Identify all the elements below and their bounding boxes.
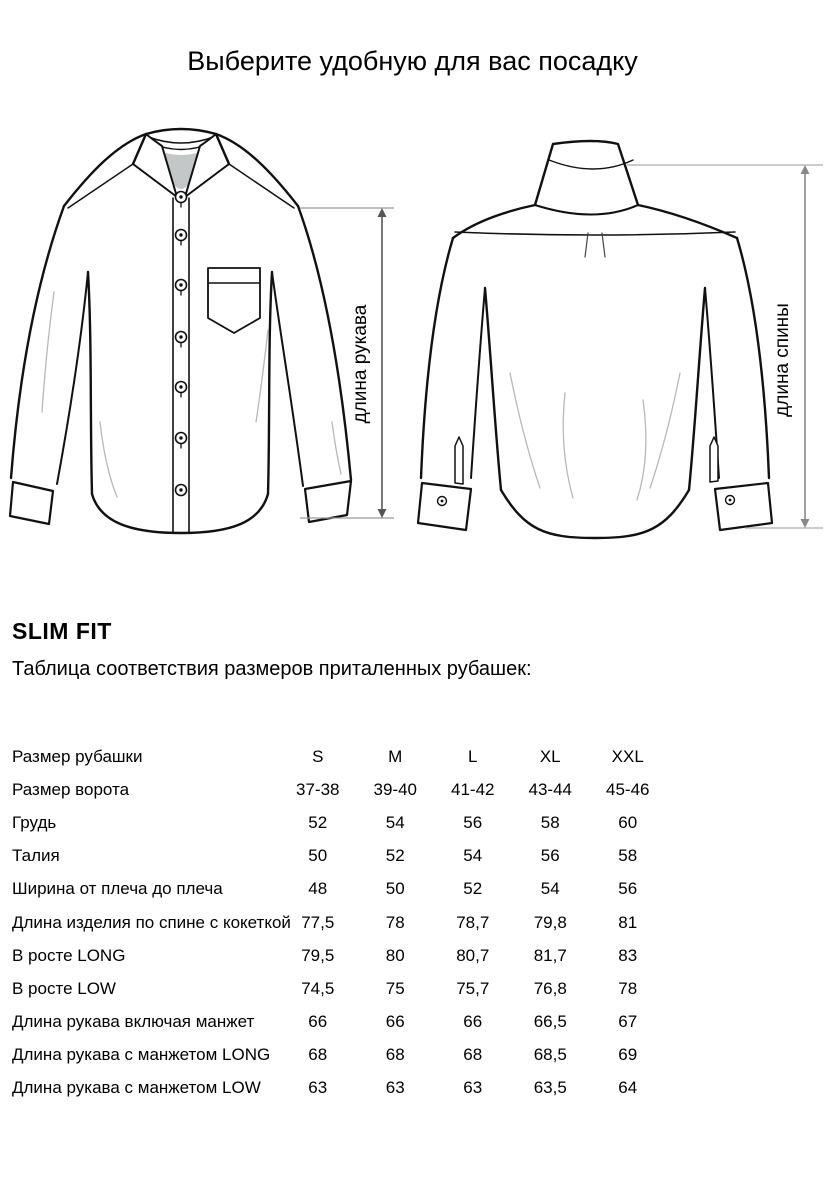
table-cell: 78: [385, 912, 405, 932]
table-cell: 63: [463, 1078, 483, 1098]
table-row: [12, 1006, 692, 1039]
table-cell: 79,5: [301, 945, 335, 965]
table-cell: 63: [308, 1078, 328, 1098]
table-row: [12, 773, 692, 806]
back-length-label: длина спины: [772, 303, 793, 417]
row-label: Талия: [12, 846, 60, 866]
table-cell: 41-42: [451, 779, 495, 799]
table-cell: 54: [540, 879, 560, 899]
row-label: В росте LONG: [12, 945, 126, 965]
table-cell: 80,7: [456, 945, 490, 965]
table-cell: 81,7: [533, 945, 567, 965]
table-cell: 60: [618, 812, 638, 832]
left-cuff: [10, 482, 53, 524]
table-cell: 45-46: [606, 779, 650, 799]
table-cell: 69: [618, 1045, 638, 1065]
left-cuff-button: [438, 497, 447, 506]
table-cell: 52: [463, 879, 483, 899]
table-cell: 48: [308, 879, 328, 899]
shirt-front-figure: [0, 122, 400, 542]
table-cell: 66: [308, 1012, 328, 1032]
table-cell: 67: [618, 1012, 638, 1032]
shirt-back-figure: [415, 138, 825, 548]
left-sleeve-placket: [455, 437, 463, 484]
table-cell: 81: [618, 912, 638, 932]
table-cell: 68: [308, 1045, 328, 1065]
table-cell: 50: [308, 846, 328, 866]
table-cell: 75: [385, 978, 405, 998]
table-cell: 58: [540, 812, 560, 832]
table-cell: XL: [539, 746, 561, 766]
table-row: [12, 840, 692, 873]
fit-heading: SLIM FIT: [12, 618, 112, 644]
table-cell: 56: [540, 846, 560, 866]
table-cell: 50: [385, 879, 405, 899]
drape-lines: [510, 373, 680, 500]
table-cell: 74,5: [301, 978, 335, 998]
table-cell: 68: [463, 1045, 483, 1065]
table-cell: 66: [385, 1012, 405, 1032]
table-cell: 63,5: [533, 1078, 567, 1098]
table-cell: 68: [385, 1045, 405, 1065]
table-cell: 77,5: [301, 912, 335, 932]
table-cell: 79,8: [533, 912, 567, 932]
row-label: Длина рукава включая манжет: [12, 1012, 255, 1032]
table-cell: 78: [618, 978, 638, 998]
table-cell: 75,7: [456, 978, 490, 998]
table-row: [12, 972, 692, 1005]
row-label: Длина рукава с манжетом LONG: [12, 1045, 271, 1065]
yoke-seam: [455, 232, 735, 257]
table-row: [12, 806, 692, 839]
table-cell: 56: [618, 879, 638, 899]
table-caption: Таблица соответствия размеров приталенных рубашек:: [12, 658, 532, 680]
row-label: Размер ворота: [12, 779, 130, 799]
table-cell: 37-38: [296, 779, 340, 799]
table-row: [12, 1039, 692, 1072]
table-cell: 63: [385, 1078, 405, 1098]
table-row: [12, 740, 692, 773]
drape-lines: [42, 292, 341, 497]
size-table: [12, 740, 692, 1105]
back-collar: [535, 141, 638, 215]
sleeve-length-label: длина рукава: [350, 304, 371, 424]
page-title: Выберите удобную для вас посадку: [187, 46, 638, 76]
table-cell: 83: [618, 945, 638, 965]
row-label: Длина изделия по спине с кокеткой: [12, 912, 291, 932]
right-cuff: [715, 483, 772, 530]
table-cell: 76,8: [533, 978, 567, 998]
table-row: [12, 873, 692, 906]
table-cell: L: [468, 746, 478, 766]
right-sleeve-placket: [710, 437, 718, 482]
back-length-arrow: [627, 165, 823, 528]
table-cell: 66: [463, 1012, 483, 1032]
back-shirt-drawing: [418, 141, 772, 538]
table-cell: 58: [618, 846, 638, 866]
buttons: [176, 192, 187, 496]
table-cell: 52: [385, 846, 405, 866]
table-row: [12, 939, 692, 972]
table-cell: S: [312, 746, 324, 766]
table-cell: 80: [385, 945, 405, 965]
row-label: Ширина от плеча до плеча: [12, 879, 223, 899]
table-cell: 64: [618, 1078, 638, 1098]
row-label: Грудь: [12, 812, 57, 832]
table-cell: 78,7: [456, 912, 490, 932]
table-cell: 39-40: [373, 779, 417, 799]
button-placket: [173, 198, 189, 532]
table-cell: 56: [463, 812, 483, 832]
table-cell: 52: [308, 812, 328, 832]
row-label: В росте LOW: [12, 978, 116, 998]
left-cuff: [418, 483, 471, 530]
table-cell: XXL: [611, 746, 644, 766]
table-cell: M: [388, 746, 403, 766]
right-cuff: [305, 481, 351, 522]
table-cell: 54: [463, 846, 483, 866]
table-row: [12, 1072, 692, 1105]
table-row: [12, 906, 692, 939]
row-label: Длина рукава с манжетом LOW: [12, 1078, 261, 1098]
chest-pocket: [208, 268, 260, 333]
right-cuff-button: [726, 496, 735, 505]
table-cell: 43-44: [528, 779, 572, 799]
table-cell: 68,5: [533, 1045, 567, 1065]
front-shirt-drawing: [10, 129, 351, 533]
table-cell: 54: [385, 812, 405, 832]
table-cell: 66,5: [533, 1012, 567, 1032]
row-label: Размер рубашки: [12, 746, 143, 766]
